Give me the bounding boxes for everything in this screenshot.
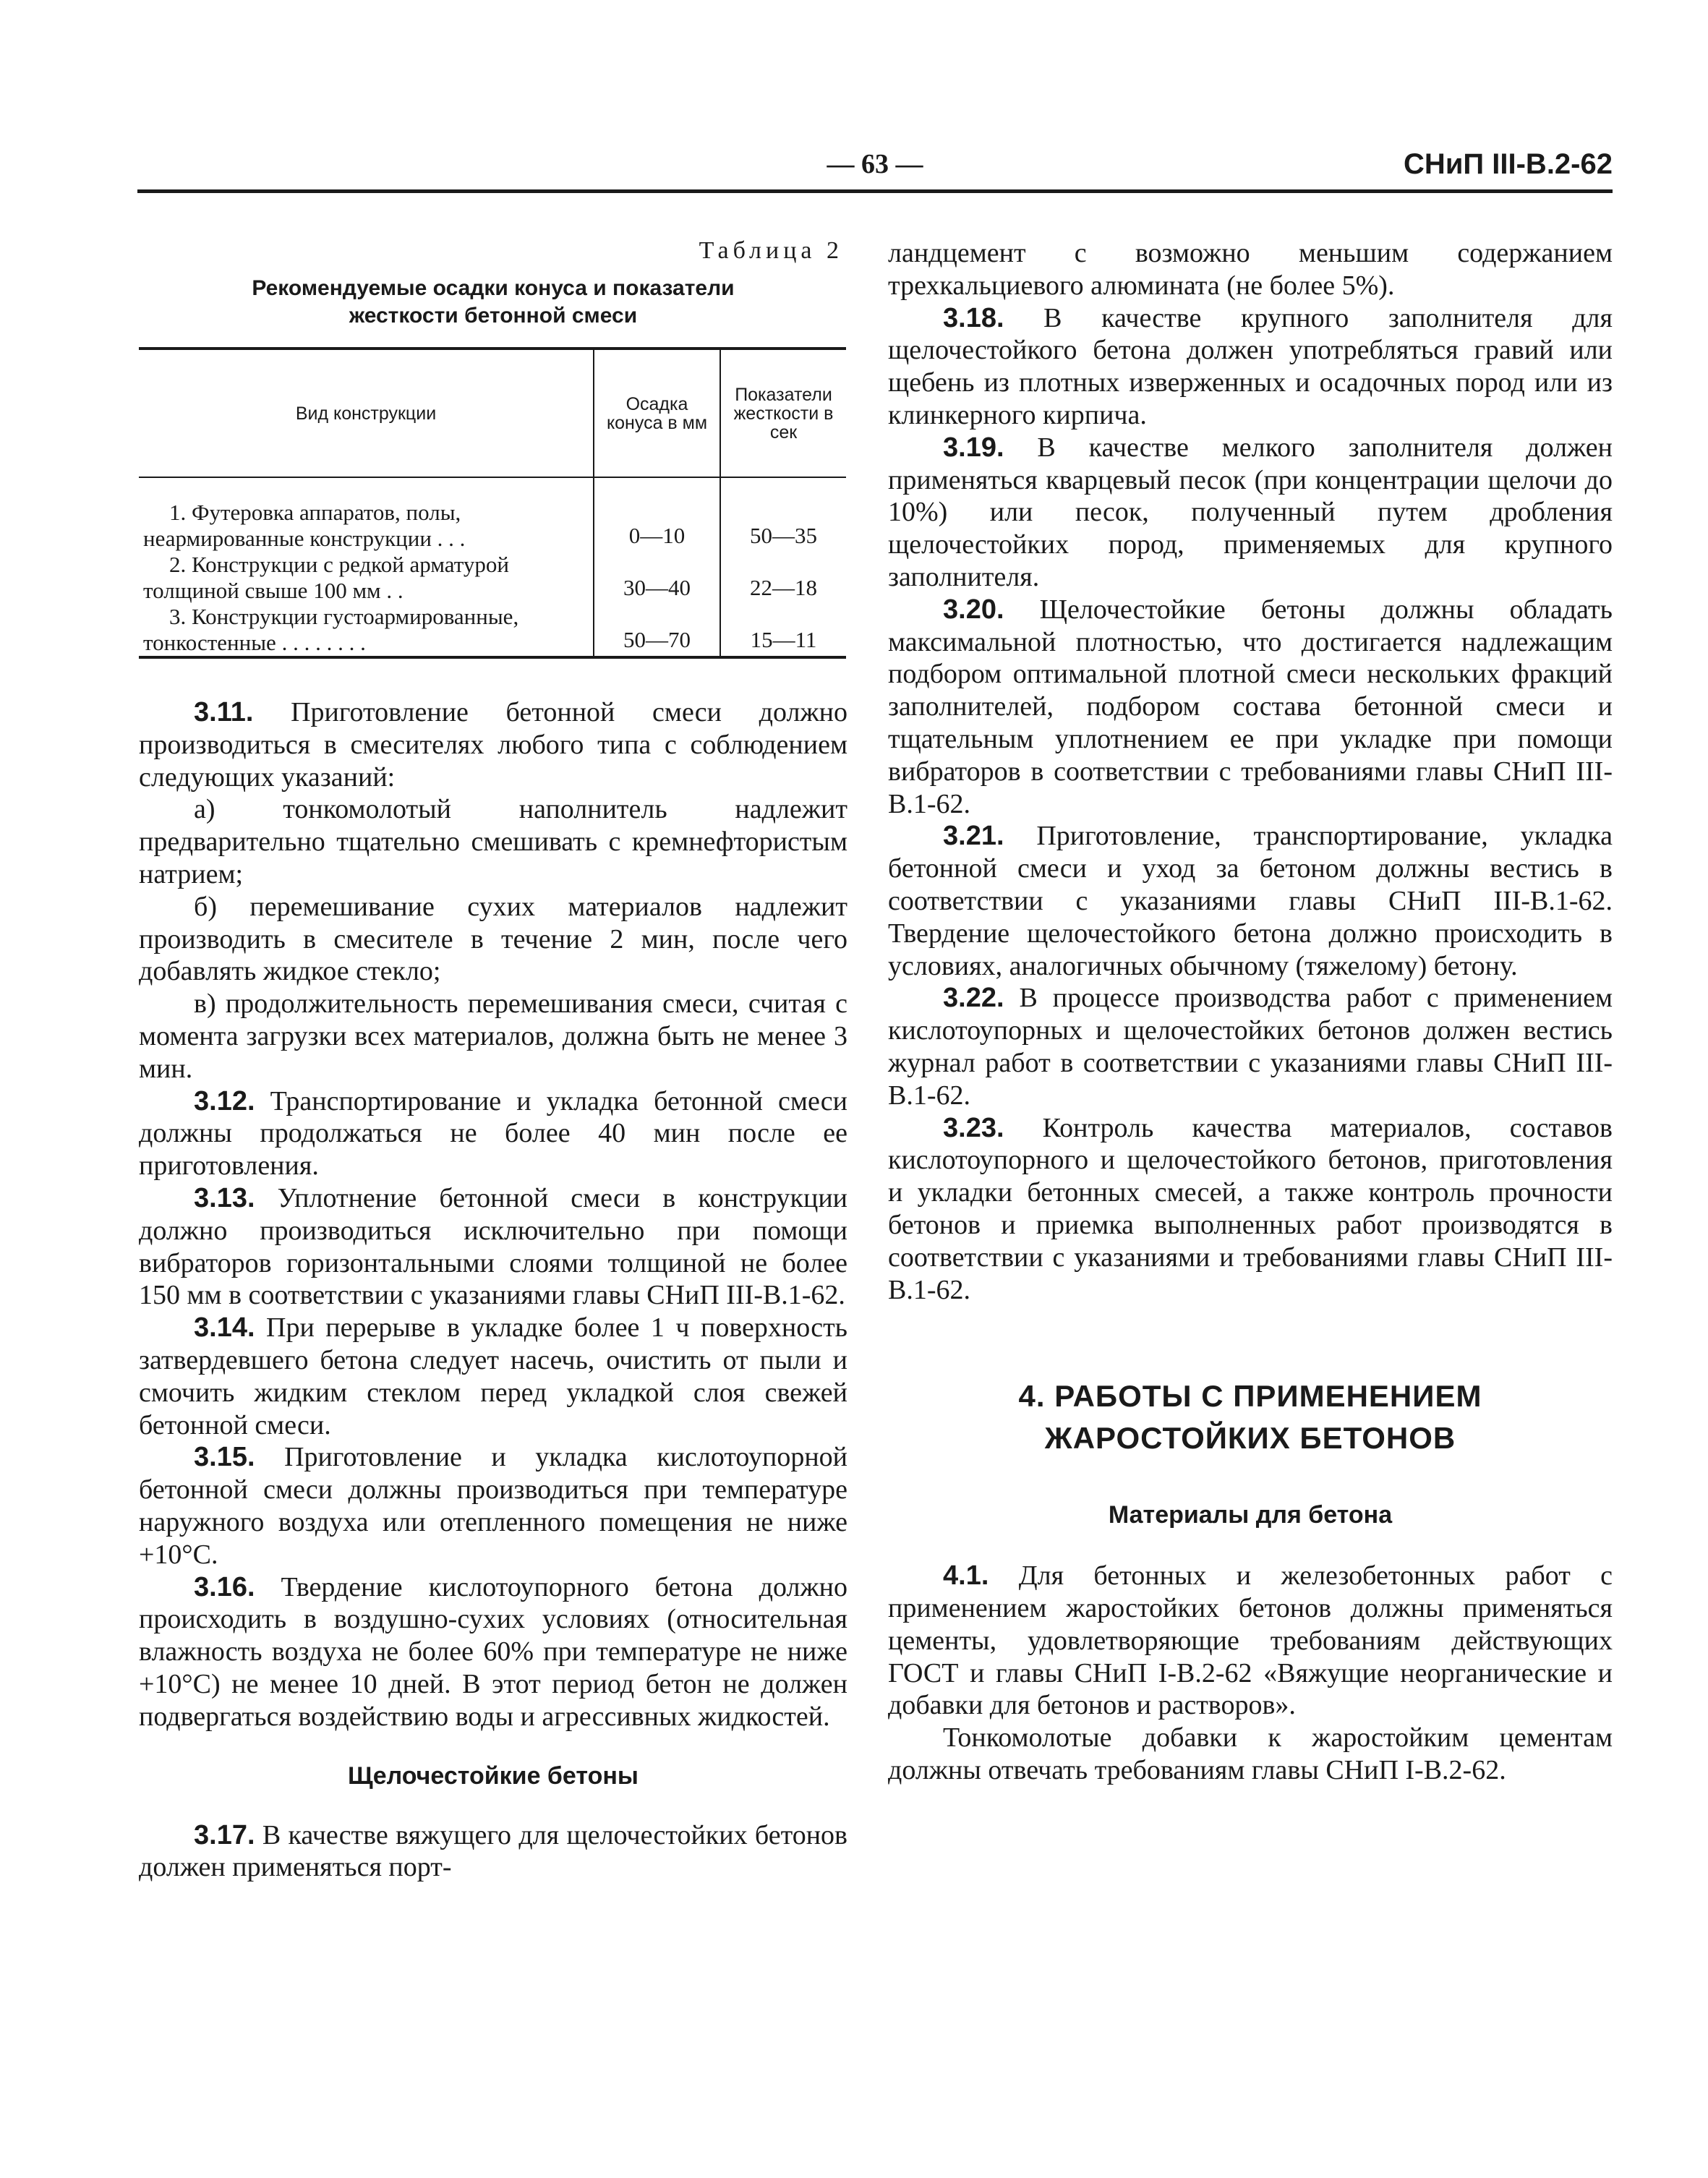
table-cell-slump: 30—40 xyxy=(594,552,720,604)
clause-text: Контроль качества материалов, составов кислотоупорного и щелочестойкого бетонов, приготовления и укладки бетонных смесей, а также контроль прочности бетонов и приемка выполненных работ производятся в соответствии с указаниями и требованиями главы СНиП III-В.1-62. xyxy=(888,1112,1613,1305)
clause-number: 3.11. xyxy=(194,697,254,727)
clause-text: Щелочестойкие бетоны должны обладать максимальной плотностью, что достигается надлежащим подбором оптимальной плотной смеси нескольких фракций заполнителей, подбором состава бетонной смеси и тщательным уплотнением ее при укладке при помощи вибраторов в соответствии с требованиями главы СНиП III-В.1-62. xyxy=(888,594,1613,819)
paragraph-3-22 xyxy=(888,982,1613,1111)
paragraph-3-23 xyxy=(888,1112,1613,1307)
paragraph-3-20 xyxy=(888,594,1613,821)
paragraph-3-18 xyxy=(888,302,1613,432)
paragraph-3-11 xyxy=(139,696,847,793)
paragraph-3-19 xyxy=(888,432,1613,594)
table-title xyxy=(139,275,847,330)
clause-number: 3.17. xyxy=(194,1819,255,1850)
clause-number: 4.1. xyxy=(943,1560,989,1592)
clause-number: 3.20. xyxy=(943,594,1004,625)
clause-text: В качестве мелкого заполнителя должен применяться кварцевый песок (при концентрации щелочи до 10%) или песок, полученный путем дробления щелочестойких пород, применяемых для крупного заполнителя. xyxy=(888,432,1613,592)
table-cell-item: 2. Конструкции с редкой арматурой толщиной свыше 100 мм . . xyxy=(139,552,594,604)
subsection-heading: Материалы для бетона xyxy=(1108,1501,1393,1529)
clause-text: Для бетонных и железобетонных работ с применением жаростойких бетонов должны применяться цементы, удовлетворяющие требованиям действующих ГОСТ и главы СНиП I-В.2-62 «Вяжущие неорганические и добавки для бетонов и растворов». xyxy=(888,1560,1613,1721)
clause-number: 3.21. xyxy=(943,821,1004,852)
paragraph-4-1 xyxy=(888,1560,1613,1722)
paragraph-3-17-continued: ландцемент с возможно меньшим содержанием трехкальциевого алюмината (не более 5%). xyxy=(888,238,1613,301)
list-item-c: в) продолжительность перемешивания смеси, считая с момента загрузки всех материалов, должна быть не менее 3 мин. xyxy=(139,988,847,1084)
col-header-stiffness: Показатели жесткости в сек xyxy=(720,349,846,477)
clause-text: Транспортирование и укладка бетонной смеси должны продолжаться не более 40 мин после ее приготовления. xyxy=(139,1085,847,1182)
paragraph-3-21 xyxy=(888,820,1613,982)
clause-text: В процессе производства работ с применением кислотоупорных и щелочестойких бетонов должен вестись журнал работ в соответствии с указаниями главы СНиП III-В.1-62. xyxy=(888,983,1613,1111)
clause-number: 3.14. xyxy=(194,1312,255,1344)
paragraph-4-1-additives: Тонкомолотые добавки к жаростойким цементам должны отвечать требованиям главы СНиП I-В.2-62. xyxy=(888,1722,1613,1786)
paragraph-3-14 xyxy=(139,1312,847,1441)
slump-table xyxy=(139,347,846,659)
clause-text: Приготовление бетонной смеси должно производиться в смесителях любого типа с соблюдением следующих указаний: xyxy=(139,697,847,793)
table-cell-stiffness: 15—11 xyxy=(720,604,846,657)
clause-text: Твердение кислотоупорного бетона должно происходить в воздушно-сухих условиях (относительная влажность воздуха не более 60% при температуре не ниже +10°С) не менее 10 дней. В этот период бетон не должен подвергаться воздействию воды и агрессивных жидкостей. xyxy=(139,1571,848,1732)
clause-number: 3.12. xyxy=(194,1085,255,1116)
table-cell-stiffness: 22—18 xyxy=(720,552,846,604)
clause-text: Уплотнение бетонной смеси в конструкции должно производиться исключительно при помощи вибраторов горизонтальными слоями толщиной не более 150 мм в соответствии с указаниями главы СНиП III-В.1-62. xyxy=(139,1182,847,1311)
table-cell-item: 3. Конструкции густоармированные, тонкостенные . . . . . . . . xyxy=(139,604,594,657)
list-item-a: а) тонкомолотый наполнитель надлежит предварительно тщательно смешивать с кремнефтористым натрием; xyxy=(139,794,847,889)
clause-text: Приготовление и укладка кислотоупорной бетонной смеси должны производиться при температуре наружного воздуха или отепленного помещения не ниже +10°С. xyxy=(139,1442,847,1570)
right-column xyxy=(888,237,1613,1787)
table-cell-slump: 0—10 xyxy=(594,477,720,552)
clause-number: 3.18. xyxy=(943,302,1004,333)
paragraph-3-12 xyxy=(139,1085,847,1182)
page-number: — 63 — xyxy=(827,149,923,179)
section-title xyxy=(888,1375,1613,1459)
subsection-heading: Щелочестойкие бетоны xyxy=(348,1761,639,1790)
table-cell-slump: 50—70 xyxy=(594,604,720,657)
table-row xyxy=(139,477,846,552)
table-row xyxy=(139,552,846,604)
clause-number: 3.13. xyxy=(194,1182,255,1213)
clause-number: 3.15. xyxy=(194,1442,255,1473)
section-title-line: ЖАРОСТОЙКИХ БЕТОНОВ xyxy=(1044,1421,1456,1456)
table-cell-stiffness: 50—35 xyxy=(720,477,846,552)
table-header-row xyxy=(139,349,846,477)
table-title-line: жесткости бетонной смеси xyxy=(349,304,638,328)
page-header xyxy=(137,148,1613,192)
header-rule xyxy=(137,189,1613,193)
table-title-line: Рекомендуемые осадки конуса и показатели xyxy=(252,276,735,300)
paragraph-3-16 xyxy=(139,1571,847,1733)
clause-number: 3.19. xyxy=(943,432,1004,463)
paragraph-3-17 xyxy=(139,1819,847,1884)
paragraph-3-13 xyxy=(139,1182,847,1312)
clause-number: 3.16. xyxy=(194,1571,255,1602)
table-caption: Таблица 2 xyxy=(699,237,843,264)
table-cell-item: 1. Футеровка аппаратов, полы, неармированные конструкции . . . xyxy=(139,477,594,552)
paragraph-3-15 xyxy=(139,1441,847,1571)
left-column xyxy=(139,237,847,1884)
clause-text: В качестве крупного заполнителя для щелочестойкого бетона должен употребляться гравий или щебень из плотных изверженных и осадочных пород или из клинкерного кирпича. xyxy=(888,302,1613,430)
document-code: СНиП III-В.2-62 xyxy=(1404,148,1613,180)
col-header-construction: Вид конструкции xyxy=(139,349,594,477)
clause-text: В качестве вяжущего для щелочестойких бетонов должен применяться порт- xyxy=(139,1819,847,1883)
list-item-b: б) перемешивание сухих материалов надлежит производить в смесителе в течение 2 мин, после чего добавлять жидкое стекло; xyxy=(139,891,847,987)
clause-text: Приготовление, транспортирование, укладка бетонной смеси и уход за бетоном должны вестись в соответствии с указаниями главы СНиП III-В.1-62. Твердение щелочестойкого бетона должно происходить в условиях, аналогичных обычному (тяжелому) бетону. xyxy=(888,821,1613,981)
table-row xyxy=(139,604,846,657)
col-header-slump: Осадка конуса в мм xyxy=(594,349,720,477)
clause-number: 3.23. xyxy=(943,1112,1004,1143)
clause-text: При перерыве в укладке более 1 ч поверхность затвердевшего бетона следует насечь, очистить от пыли и смочить жидким стеклом перед укладкой слоя свежей бетонной смеси. xyxy=(139,1312,848,1440)
clause-number: 3.22. xyxy=(943,983,1004,1014)
section-title-line: 4. РАБОТЫ С ПРИМЕНЕНИЕМ xyxy=(1018,1379,1482,1414)
